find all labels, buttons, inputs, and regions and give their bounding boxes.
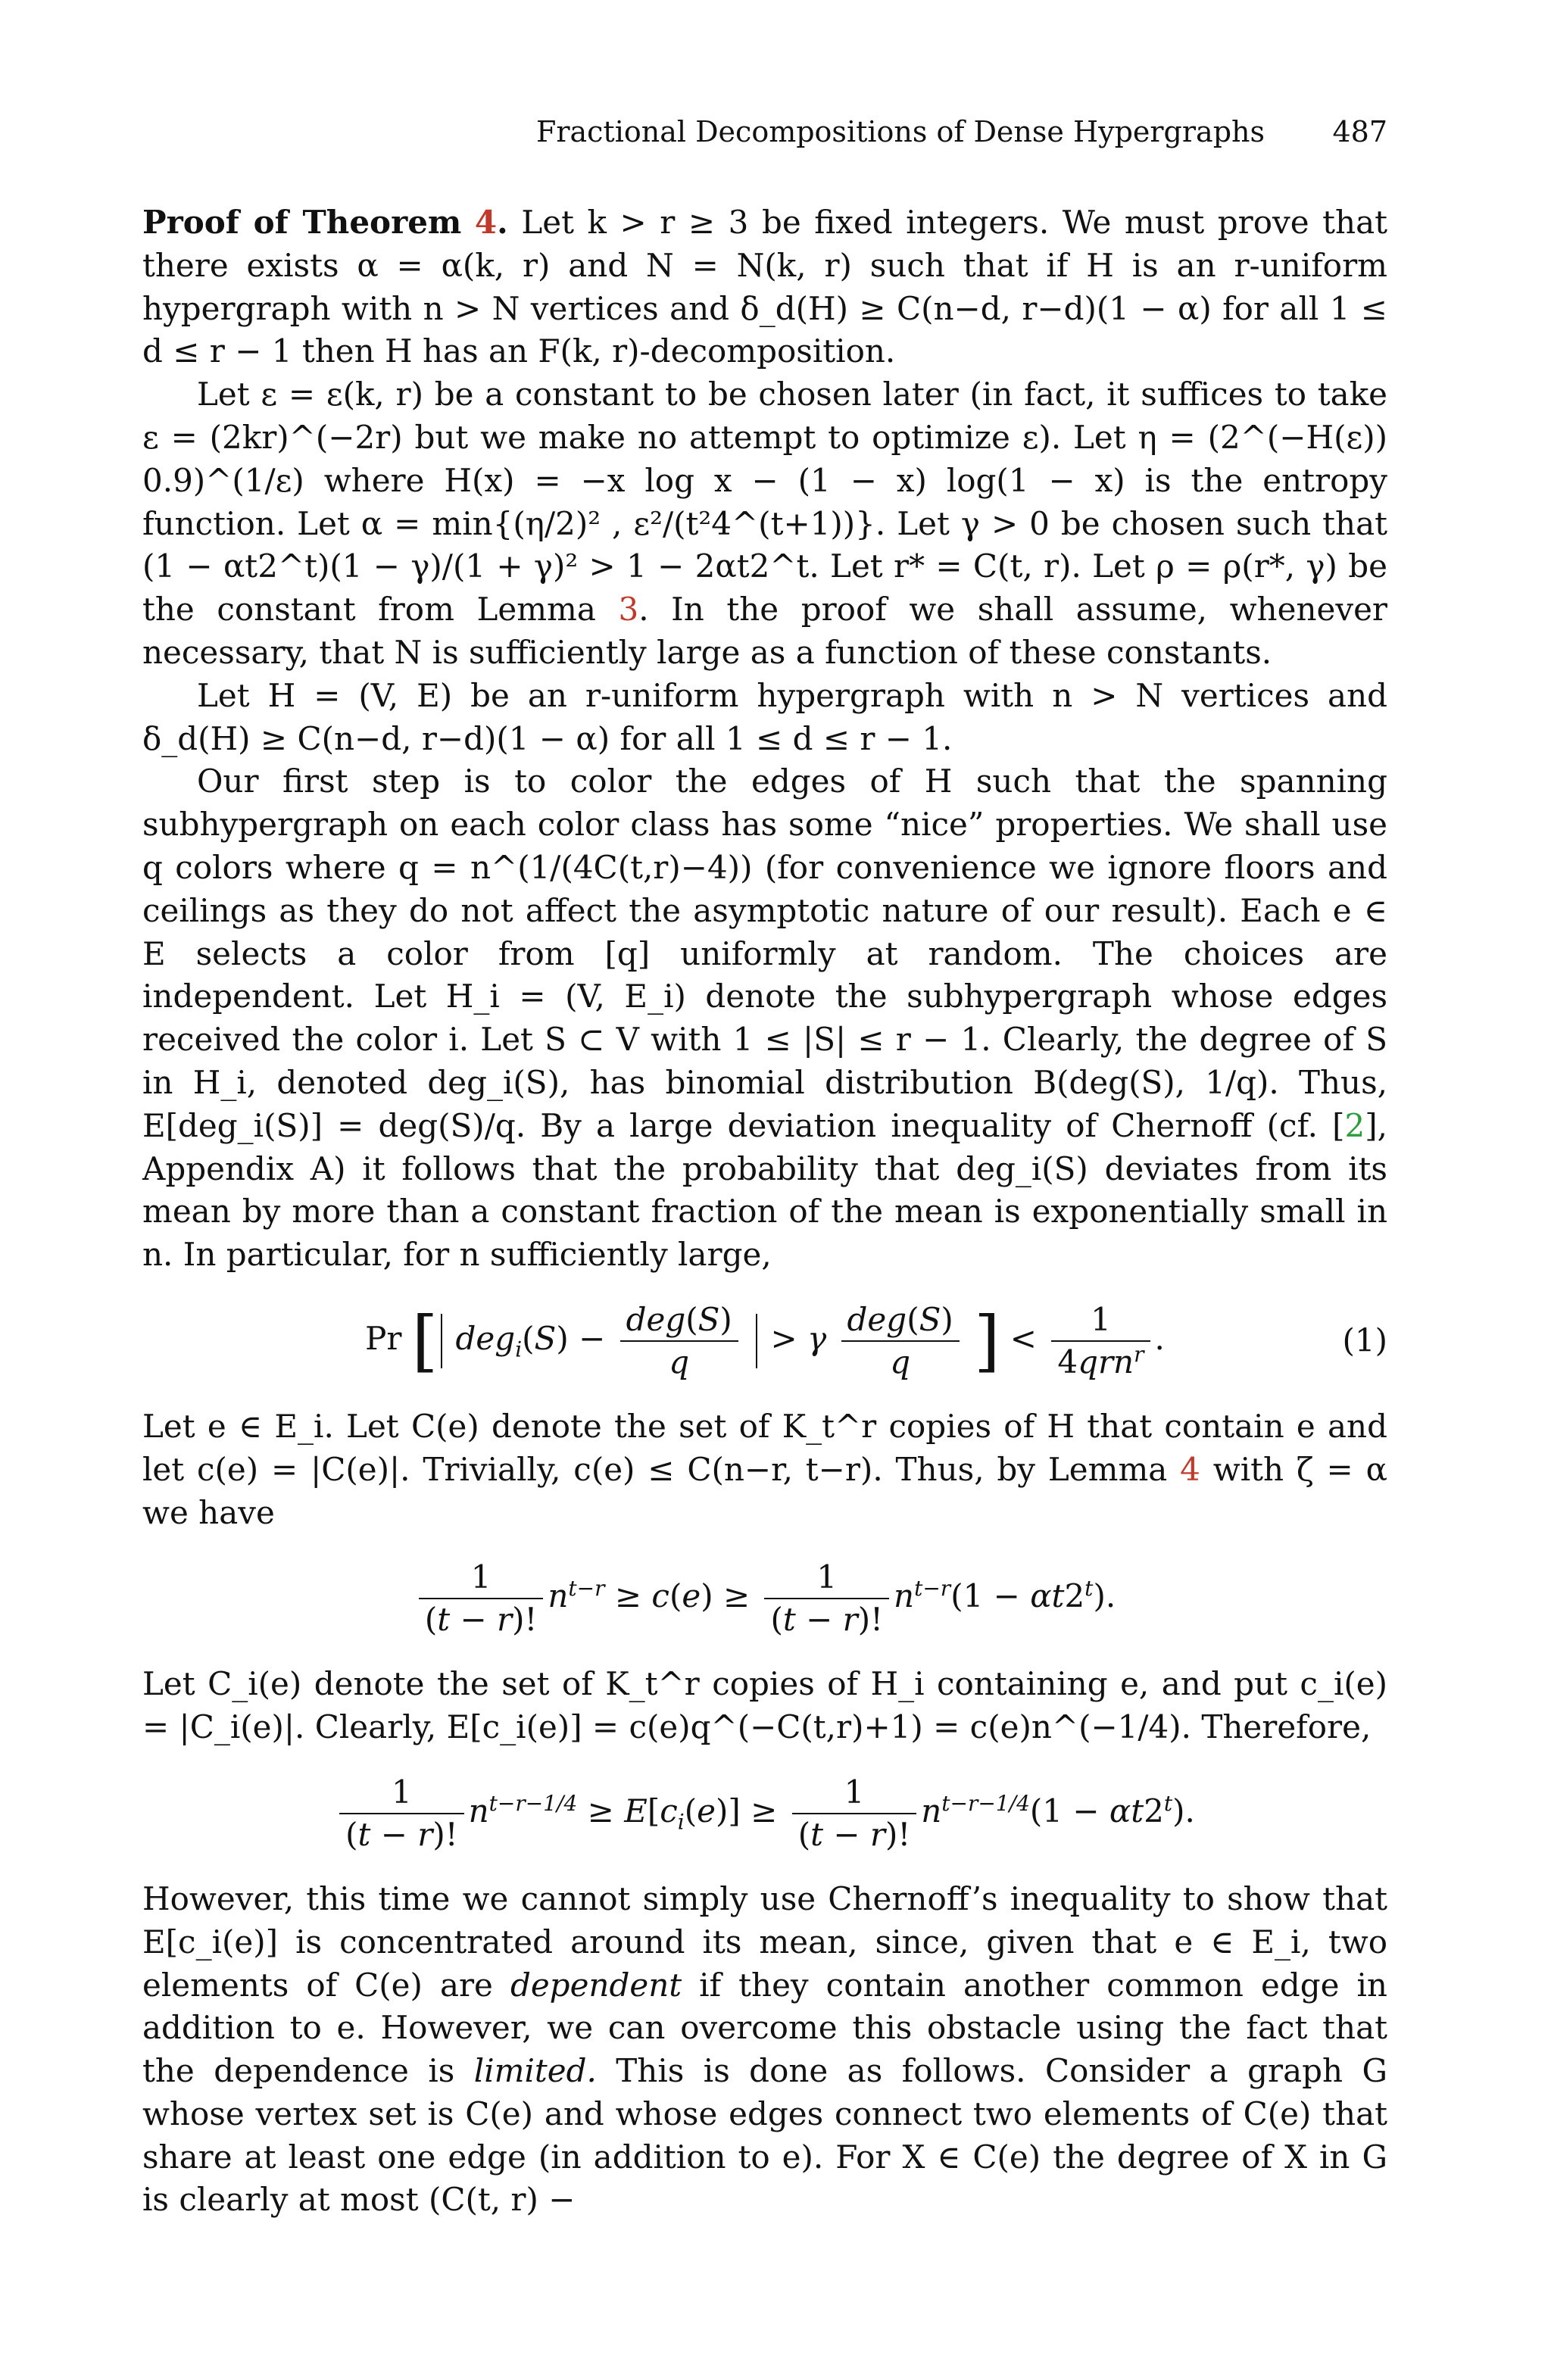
proof-heading: Proof of Theorem xyxy=(142,204,462,241)
citation-ref-link[interactable]: 2 xyxy=(1344,1106,1365,1144)
emphasis-limited: limited. xyxy=(473,2052,597,2090)
lemma-ref-link-2[interactable]: 4 xyxy=(1180,1450,1200,1488)
equation-copies-bound: $\frac{1}{(t - r)!}$ $n^{t-r} \ge c(e)$ ≥ $\frac{1}{(t - r)!}$ $n^{t-r}(1 - \alpha t2^t)$. xyxy=(142,1557,1387,1640)
paragraph-copies: Let e ∈ E_i. Let C(e) denote the set of K_t^r copies of H that contain e and let c(e) = |C(e)|. Trivially, c(e) ≤ C(n−r, t−r). Thus, by Lemma 4 with ζ = α we have xyxy=(142,1407,1387,1531)
equation-number: (1) xyxy=(1342,1321,1387,1359)
paragraph-proof-intro: Proof of Theorem 4. Let k > r ≥ 3 be fixed integers. We must prove that there exists α = α(k, r) and N = N(k, r) such that if H is an r-uniform hypergraph with n > N vertices and δ_d(H) ≥ C(n−d, r−d)(1 − α) for all 1 ≤ d ≤ r − 1 then H has an F(k, r)-decomposition. xyxy=(142,204,1387,370)
running-header xyxy=(142,115,1387,154)
paragraph-colored-copies: Let C_i(e) denote the set of K_t^r copies of H_i containing e, and put c_i(e) = |C_i(e)|. Clearly, E[c_i(e)] = c(e)q^(−C(t,r)+1) = c(e)n^(−1/4). Therefore, xyxy=(142,1665,1387,1746)
emphasis-dependent: dependent xyxy=(510,1966,682,2004)
equation-1: Pr [ deg$_i$(S) − $\frac{\text{deg(S)}}{q}$ > γ $\frac{\text{deg(S)}}{q}$ ] < $\frac{1}{4qrn^r}$ . (1) xyxy=(365,1300,1387,1380)
paragraph-constants: Let ε = ε(k, r) be a constant to be chosen later (in fact, it suffices to take ε = (2kr)^(−2r) but we make no attempt to optimize ε). Let η = (2^(−H(ε)) 0.9)^(1/ε) where H(x) = −x log x − (1 − x) log(1 − x) is the entropy function. Let α = min{(η/2)² , ε²/(t²4^(t+1))}. Let γ > 0 be chosen such that (1 − αt2^t)(1 − γ)/(1 + γ)² > 1 − 2αt2^t. Let r* = C(t, r). Let ρ = ρ(r*, γ) be the constant from Lemma 3. In the proof we shall assume, whenever necessary, that N is sufficiently large as a function of these constants. xyxy=(142,376,1388,671)
paper-body xyxy=(142,201,1387,2222)
paragraph-hypergraph-def: Let H = (V, E) be an r-uniform hypergraph with n > N vertices and δ_d(H) ≥ C(n−d, r−d)(1 − α) for all 1 ≤ d ≤ r − 1. xyxy=(142,676,1387,757)
running-title: Fractional Decompositions of Dense Hypergraphs xyxy=(535,115,1265,148)
page-number: 487 xyxy=(1332,115,1387,148)
theorem-ref-link[interactable]: 4 xyxy=(474,204,498,241)
proof-intro-text: Let k > r ≥ 3 be fixed integers. We must prove that there exists α = α(k, r) and N = N(k, r) such that if H is an r-uniform hypergraph with n > N vertices and δ_d(H) ≥ C(n−d, r−d)(1 − α) for all 1 ≤ d ≤ r − 1 then H has an F(k, r)-decomposition. xyxy=(142,204,1387,370)
paragraph-coloring: Our first step is to color the edges of H such that the spanning subhypergraph on each color class has some “nice” properties. We shall use q colors where q = n^(1/(4C(t,r)−4)) (for convenience we ignore floors and ceilings as they do not affect the asymptotic nature of our result). Each e ∈ E selects a color from [q] uniformly at random. The choices are independent. Let H_i = (V, E_i) denote the subhypergraph whose edges received the color i. Let S ⊂ V with 1 ≤ |S| ≤ r − 1. Clearly, the degree of S in H_i, denoted deg_i(S), has binomial distribution B(deg(S), 1/q). Thus, E[deg_i(S)] = deg(S)/q. By a large deviation inequality of Chernoff (cf. [2], Appendix A) it follows that the probability that deg_i(S) deviates from its mean by more than a constant fraction of the mean is exponentially small in n. In particular, for n sufficiently large, xyxy=(142,763,1387,1274)
equation-expectation-bound: $\frac{1}{(t - r)!}$ $n^{t-r-1/4} \ge E[c_i(e)]$ ≥ $\frac{1}{(t - r)!}$ $n^{t-r-1/4}(1 - \alpha t2^t)$. xyxy=(142,1772,1387,1855)
paragraph-dependence: However, this time we cannot simply use Chernoff’s inequality to show that E[c_i(e)] is concentrated around its mean, since, given that e ∈ E_i, two elements of C(e) are dependent if they contain another common edge in addition to e. However, we can overcome this obstacle using the fact that the dependence is limited. This is done as follows. Consider a graph G whose vertex set is C(e) and whose edges connect two elements of C(e) that share at least one edge (in addition to e). For X ∈ C(e) the degree of X in G is clearly at most (C(t, r) − xyxy=(142,1879,1388,2219)
lemma-ref-link[interactable]: 3 xyxy=(618,591,639,629)
